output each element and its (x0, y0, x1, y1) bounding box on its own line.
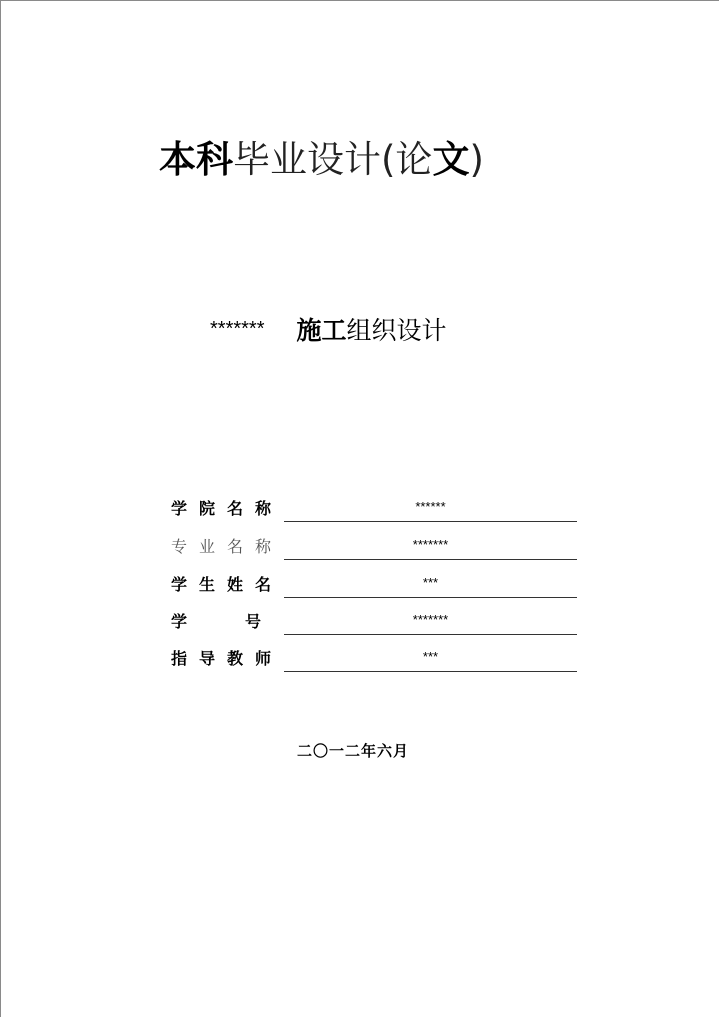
student-name-value: *** (284, 573, 577, 598)
field-row-student-id (171, 610, 577, 640)
student-id-value: ******* (284, 610, 577, 635)
student-id-label-left: 学 (171, 612, 188, 631)
field-row-student (171, 573, 577, 603)
completion-date: 二〇一二年六月 (297, 742, 410, 760)
project-title-bold: 施工 (296, 316, 347, 345)
college-label: 学院名称 (171, 499, 284, 518)
major-label: 专业名称 (171, 537, 284, 556)
project-name-masked: ******* (210, 318, 265, 340)
advisor-label: 指导教师 (171, 649, 284, 668)
field-row-major (171, 535, 577, 565)
thesis-title (159, 135, 484, 185)
student-id-label (171, 610, 273, 634)
major-value: ******* (284, 535, 577, 560)
title-part-4: ) (469, 138, 484, 181)
advisor-value: *** (284, 647, 577, 672)
title-part-2: 毕业设计(论 (233, 138, 433, 181)
field-row-advisor (171, 647, 577, 677)
project-title-rest: 组织设计 (346, 316, 447, 345)
title-part-3: 文 (432, 138, 470, 181)
student-name-label: 学生姓名 (171, 575, 284, 594)
project-title (210, 311, 447, 349)
title-part-1: 本科 (159, 138, 233, 181)
student-id-label-right: 号 (244, 612, 261, 631)
field-row-college (171, 497, 577, 527)
college-value: ****** (284, 497, 577, 522)
